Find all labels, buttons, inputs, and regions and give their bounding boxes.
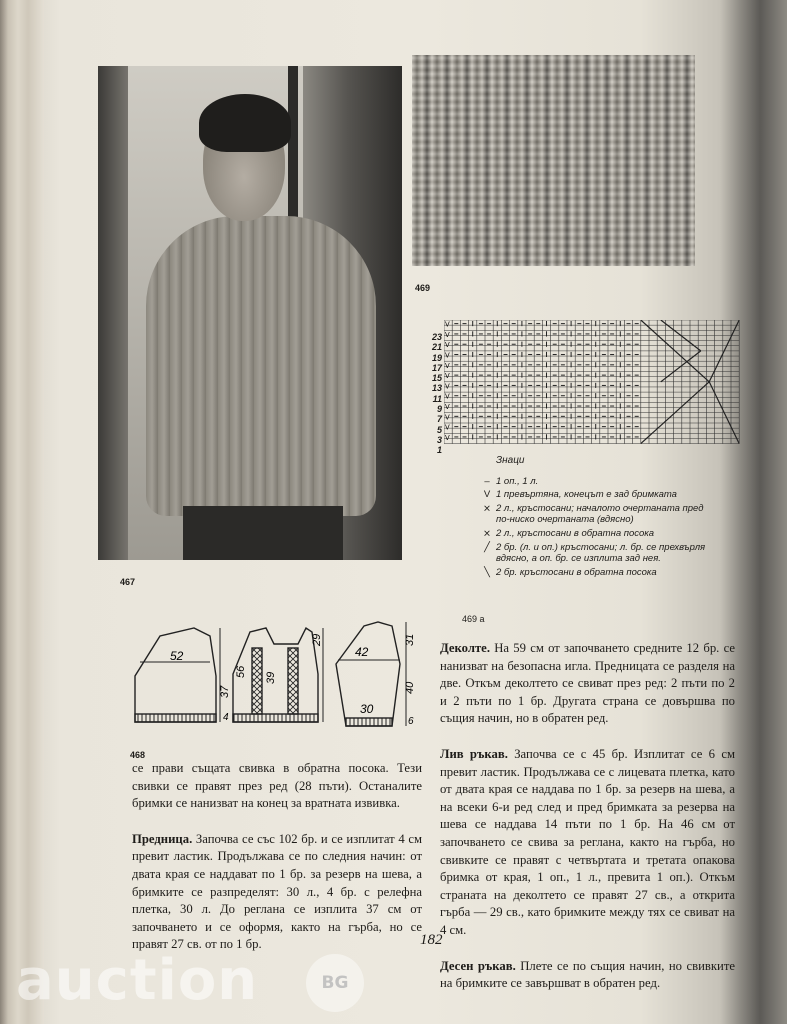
svg-text:V: V bbox=[445, 383, 450, 391]
legend-symbol: ⨯ bbox=[483, 503, 491, 515]
legend-symbol: ╲ bbox=[484, 566, 490, 578]
legend-text: 2 бр. кръстосани в обратна посока bbox=[496, 566, 657, 578]
svg-text:V: V bbox=[445, 342, 450, 350]
chart-row-number: 3 bbox=[436, 434, 442, 445]
sleeve-length-label: 40 bbox=[404, 681, 416, 694]
front-cable-label: 39 bbox=[265, 671, 277, 684]
chart-row-number: 17 bbox=[431, 362, 442, 373]
legend-item bbox=[478, 504, 706, 526]
svg-text:V: V bbox=[445, 414, 450, 422]
knit-swatch-photo bbox=[412, 55, 695, 266]
figure-number-468: 468 bbox=[130, 750, 146, 760]
svg-text:V: V bbox=[445, 331, 450, 339]
legend-item bbox=[478, 543, 706, 565]
paragraph-right-sleeve: Десен ръкав. Плете се по същия начин, но свивките на бримките се завършват в обратен ред. bbox=[440, 958, 735, 991]
svg-text:V: V bbox=[445, 373, 450, 381]
legend-symbol: ⨯ bbox=[483, 528, 491, 540]
paragraph: се прави същата свивка в обратна посока. Тези свивки се правят през ред (28 пъти). Останалите бримки се нанизват на конец за вратната извивка. bbox=[132, 761, 422, 811]
chart-row-number: 21 bbox=[431, 342, 442, 353]
sleeve-top-label: 31 bbox=[404, 633, 416, 646]
legend-item bbox=[478, 529, 706, 540]
photo-man-in-sweater bbox=[98, 66, 402, 560]
chart-legend bbox=[478, 455, 706, 582]
legend-text: 2 л., кръстосани в обратна посока bbox=[496, 528, 655, 540]
back-height-label: 37 bbox=[219, 685, 231, 698]
legend-item bbox=[478, 490, 706, 501]
paragraph-front: Предница. Започва се със 102 бр. и се изплитат 4 см превит ластик. Продължава се по следния начин: от двата края се наддават по 1 бр. за резерв на шева, а бримките се разпределят: 30 л., 4 бр. с релефна плетка, 30 л. До реглана се изплита 37 см от започването и се оформя, както на гърба, но се правят 27 св. от по 1 бр. bbox=[132, 831, 422, 952]
legend-symbol: – bbox=[484, 475, 490, 487]
chart-row-number: 7 bbox=[436, 414, 442, 425]
chart-row-number: 19 bbox=[431, 352, 442, 363]
watermark-badge: BG bbox=[306, 954, 364, 1012]
svg-text:V: V bbox=[445, 434, 450, 442]
section-heading: Лив ръкав. bbox=[440, 746, 508, 761]
back-rib-label: 4 bbox=[223, 712, 229, 723]
garment-schematic bbox=[128, 614, 418, 734]
right-text-column bbox=[440, 640, 735, 993]
sleeve-width-label: 42 bbox=[355, 645, 369, 659]
chart-row-number: 5 bbox=[436, 424, 442, 435]
legend-text: 1 оп., 1 л. bbox=[496, 475, 539, 487]
legend-text: 1 превъртяна, конецът е зад бримката bbox=[496, 489, 677, 501]
back-width-label: 52 bbox=[170, 649, 184, 663]
figure-number-469a: 469 a bbox=[462, 614, 485, 624]
section-heading: Деколте. bbox=[440, 641, 490, 655]
chart-row-numbers bbox=[420, 332, 442, 456]
chart-row-number: 11 bbox=[432, 393, 442, 404]
legend-item bbox=[478, 477, 706, 488]
figure-number-467: 467 bbox=[120, 577, 136, 587]
left-text-column bbox=[132, 760, 422, 954]
chart-row-number: 1 bbox=[436, 445, 442, 456]
sweater bbox=[146, 216, 376, 516]
legend-symbol: ╱ bbox=[484, 542, 490, 554]
legend-item bbox=[478, 568, 706, 579]
sleeve-rib-label: 6 bbox=[408, 716, 414, 727]
svg-text:V: V bbox=[445, 393, 450, 401]
legend-title: Знаци bbox=[496, 455, 525, 466]
front-width-label: 56 bbox=[235, 665, 247, 678]
figure-number-469: 469 bbox=[415, 283, 431, 293]
chart-row-number: 9 bbox=[436, 404, 442, 415]
section-heading: Предница. bbox=[132, 831, 193, 846]
section-heading: Десен ръкав. bbox=[440, 958, 516, 973]
legend-text: 2 бр. (л. и оп.) кръстосани; л. бр. се прехвърля вдясно, а оп. бр. се изплита зад нея. bbox=[496, 542, 706, 565]
page-number: 182 bbox=[420, 932, 443, 948]
legend-symbol: V bbox=[483, 489, 491, 501]
legend-text: 2 л., кръстосани; началото очертаната пред по-ниско очертаната (вдясно) bbox=[496, 503, 704, 526]
back-piece bbox=[135, 628, 220, 722]
front-top-label: 29 bbox=[311, 633, 323, 646]
svg-text:V: V bbox=[445, 424, 450, 432]
paragraph-neckline: Деколте. На 59 см от започването средните 12 бр. се нанизват на безопасна игла. Предницата се разделя на две. Откъм деколтето се свиват през ред: 2 пъти по 2 и 2 пъти по 1 бр. Другата страна се довършва по същия начин, но в обратен ред. bbox=[440, 641, 735, 726]
chart-row-number: 23 bbox=[431, 332, 442, 342]
svg-text:V: V bbox=[445, 404, 450, 412]
watermark-logo: auction bbox=[16, 948, 259, 1013]
chart-cells bbox=[444, 320, 739, 444]
chart-row-number: 13 bbox=[431, 383, 442, 394]
paragraph-left-sleeve: Лив ръкав. Започва се с 45 бр. Изплитат се 6 см превит ластик. Продължава се с лицевата плетка, като от двата края се наддава по 1 бр. за резерв на шева, а на всеки 6-и ред след и пред бримката за резерва на шева се наддава 14 пъти по 1 бр. На 46 см от започването се свива за реглана, както на гърба, но свивките се правят с четвъртата и третата опакова бримка от края, 1 оп., 1 л., превита 1 оп.). Откъм страната на деколтето се правят 27 св., а открита гърба — 29 св., като бримките между тях се свиват на 4 см. bbox=[440, 746, 735, 937]
svg-text:V: V bbox=[445, 362, 450, 370]
chart-grid bbox=[444, 320, 740, 448]
sleeve-cuff-label: 30 bbox=[360, 702, 374, 716]
svg-text:V: V bbox=[445, 321, 450, 329]
chart-row-number: 15 bbox=[431, 373, 442, 384]
svg-text:V: V bbox=[445, 352, 450, 360]
book-spine bbox=[0, 0, 44, 1024]
